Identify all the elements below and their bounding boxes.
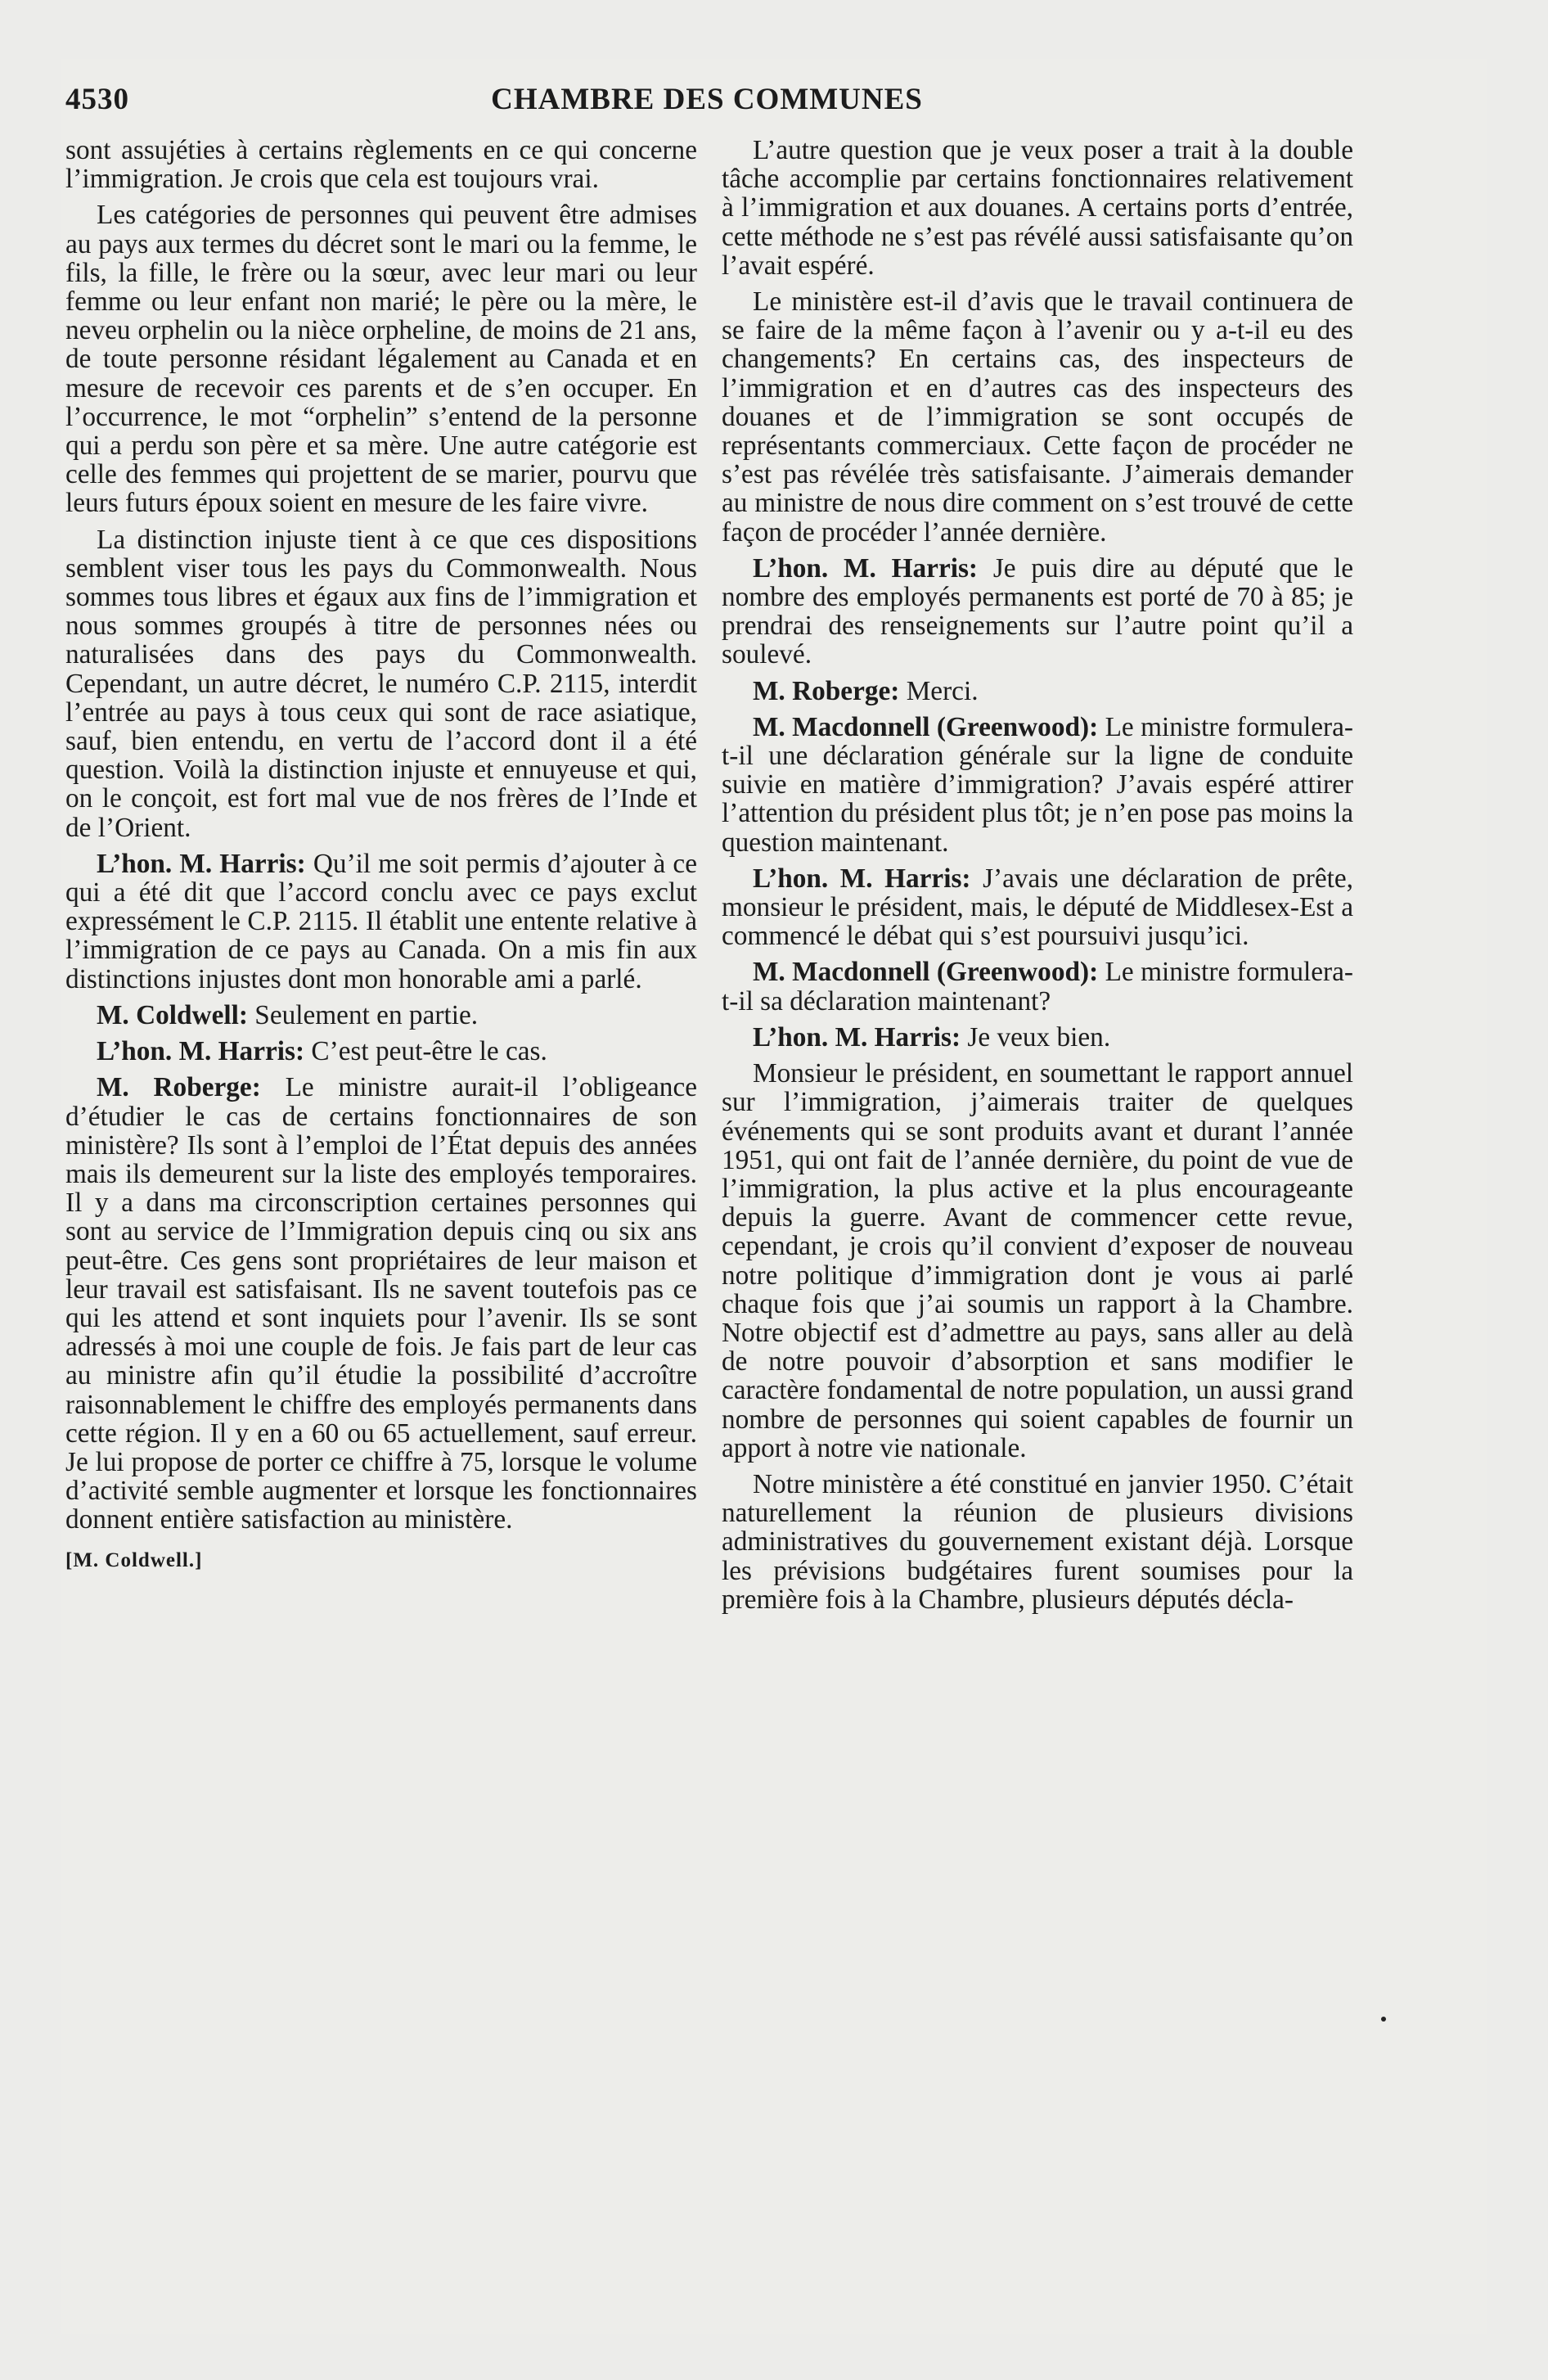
- paragraph-text: Monsieur le président, en soumettant le rapport annuel sur l’immigration, j’aimerais traiter de quelques événements qui se sont produits avant et durant l’année 1951, qui ont fait de l’année dernière, du point de vue de l’immigration, la plus active et la plus encourageante depuis la guerre. Avant de commencer cette revue, cependant, je crois qu’il convient d’exposer de nouveau notre politique d’immigration dont je vous ai parlé chaque fois que j’ai soumis un rapport à la Chambre. Notre objectif est d’admettre au pays, sans aller au delà de notre pouvoir d’absorption et sans modifier le caractère fondamental de notre population, un aussi grand nombre de personnes qui soient capables de fournir un apport à notre vie nationale.: [722, 1058, 1353, 1463]
- paragraph-text: Seulement en partie.: [254, 999, 479, 1030]
- running-title: CHAMBRE DES COMMUNES: [491, 83, 923, 116]
- paragraph: [722, 287, 1353, 547]
- paragraph-text: Notre ministère a été constitué en janvier 1950. C’était naturellement la réunion de plusieurs divisions administratives du gouvernement existant déjà. Lorsque les prévisions budgétaires furent soumises pour la première fois à la Chambre, plusieurs députés décla-: [722, 1468, 1353, 1615]
- paragraph: [722, 554, 1353, 669]
- paragraph-text: Le ministre formulera-t-il une déclaration générale sur la ligne de conduite suivie en matière d’immigration? J’avais espéré attirer l’attention du président plus tôt; je n’en pose pas moins la question maintenant.: [722, 711, 1354, 858]
- paragraph: [65, 1037, 697, 1066]
- paragraph-text: Merci.: [906, 675, 979, 706]
- paragraph-text: sont assujéties à certains règlements en ce qui concerne l’immigration. Je crois que cela est toujours vrai.: [65, 135, 697, 195]
- paragraph: [722, 1023, 1353, 1052]
- speaker-name: M. Macdonnell (Greenwood):: [753, 711, 1099, 742]
- speaker-name: L’hon. M. Harris:: [753, 552, 979, 584]
- paragraph: [722, 713, 1353, 857]
- speaker-name: L’hon. M. Harris:: [97, 848, 306, 879]
- paragraph-text: Le ministère est-il d’avis que le travail continuera de se faire de la même façon à l’avenir ou y a-t-il eu des changements? En certains cas, des inspecteurs de l’immigration et en d’autres cas des inspecteurs des douanes et de l’immigration se sont occupés de représentants commerciaux. Cette façon de procéder ne s’est pas révélée très satisfaisante. J’aimerais demander au ministre de nous dire comment on s’est trouvé de cette façon de procéder l’année dernière.: [722, 286, 1353, 548]
- right-column: [722, 136, 1353, 1621]
- paragraph-text: Le ministre formulera-t-il sa déclaration maintenant?: [722, 957, 1354, 1016]
- speaker-name: L’hon. M. Harris:: [753, 1021, 961, 1053]
- paragraph-text: Je veux bien.: [967, 1021, 1111, 1053]
- speaker-name: M. Macdonnell (Greenwood):: [753, 957, 1099, 988]
- speaker-name: L’hon. M. Harris:: [97, 1036, 305, 1067]
- speaker-name: M. Roberge:: [753, 675, 900, 706]
- paragraph: [722, 958, 1353, 1015]
- paragraph-text: La distinction injuste tient à ce que ces dispositions semblent viser tous les pays du Commonwealth. Nous sommes tous libres et égaux aux fins de l’immigration et nous sommes groupés à titre de personnes nées ou naturalisées dans des pays du Commonwealth. Cependant, un autre décret, le numéro C.P. 2115, interdit l’entrée au pays à tous ceux qui sont de race asiatique, sauf, bien entendu, en vertu de l’accord dont il a été question. Voilà la distinction injuste et ennuyeuse et qui, on le conçoit, est fort mal vue de nos frères de l’Inde et de l’Orient.: [65, 524, 697, 843]
- speaker-name: M. Coldwell:: [97, 999, 248, 1030]
- paragraph-text: Qu’il me soit permis d’ajouter à ce qui a été dit que l’accord conclu avec ce pays exclut expressément le C.P. 2115. Il établit une entente relative à l’immigration de ce pays au Canada. On a mis fin aux distinctions injustes dont mon honorable ami a parlé.: [65, 848, 697, 994]
- page-number: 4530: [65, 83, 129, 116]
- paragraph-text: J’avais une déclaration de prête, monsieur le président, mais, le député de Middlesex-Est a commencé le débat qui s’est poursuivi jusqu’ici.: [722, 863, 1354, 952]
- paragraph: [65, 136, 697, 193]
- paragraph: [65, 201, 697, 517]
- left-column: [65, 136, 697, 1575]
- paragraph: [65, 850, 697, 994]
- footnote: [M. Coldwell.]: [65, 1548, 203, 1571]
- page-header: [65, 82, 1348, 123]
- paragraph-text: L’autre question que je veux poser a trait à la double tâche accomplie par certains fonctionnaires relativement à l’immigration et aux douanes. A certains ports d’entrée, cette méthode ne s’est pas révélé aussi satisfaisante qu’on l’avait espéré.: [722, 135, 1353, 281]
- paragraph: [65, 1001, 697, 1030]
- paragraph-text: Les catégories de personnes qui peuvent être admises au pays aux termes du décret sont le mari ou la femme, le fils, la fille, le frère ou la sœur, avec leur mari ou leur femme ou leur enfant non marié; le père ou la mère, le neveu orphelin ou la nièce orpheline, de moins de 21 ans, de toute personne résidant légalement au Canada et en mesure de recevoir ces parents et de s’en occuper. En l’occurrence, le mot “orphelin” s’entend de la personne qui a perdu son père et sa mère. Une autre catégorie est celle des femmes qui projettent de se marier, pourvu que leurs futurs époux soient en mesure de les faire vivre.: [65, 200, 697, 519]
- paragraph: [722, 677, 1353, 705]
- paragraph: [65, 1073, 697, 1534]
- paragraph-text: Je puis dire au député que le nombre des employés permanents est porté de 70 à 85; je prendrai des renseignements sur l’autre point qu’il a soulevé.: [722, 552, 1353, 670]
- paragraph: [722, 136, 1353, 280]
- speaker-name: L’hon. M. Harris:: [753, 863, 971, 894]
- paragraph: [65, 525, 697, 842]
- speck-mark: [1381, 2017, 1386, 2022]
- paragraph-text: C’est peut-être le cas.: [311, 1036, 547, 1067]
- paragraph: [722, 864, 1353, 951]
- paragraph: [722, 1470, 1353, 1614]
- speaker-name: M. Roberge:: [97, 1072, 261, 1103]
- paragraph: [722, 1059, 1353, 1463]
- paragraph-text: Le ministre aurait-il l’obligeance d’étudier le cas de certains fonctionnaires de son ministère? Ils sont à l’emploi de l’État depuis des années mais ils demeurent sur la liste des employés temporaires. Il y a dans ma circonscription certaines personnes qui sont au service de l’Immigration depuis cinq ou six ans peut-être. Ces gens sont propriétaires de leur maison et leur travail est satisfaisant. Ils ne savent toutefois pas ce qui les attend et sont inquiets pour l’avenir. Ils se sont adressés à moi une couple de fois. Je fais part de leur cas au ministre afin qu’il étudie la possibilité d’accroître raisonnablement le chiffre des employés permanents dans cette région. Il y en a 60 ou 65 actuellement, sauf erreur. Je lui propose de porter ce chiffre à 75, lorsque le volume d’activité semble augmenter et lorsque les fonctionnaires donnent entière satisfaction au ministère.: [65, 1072, 697, 1535]
